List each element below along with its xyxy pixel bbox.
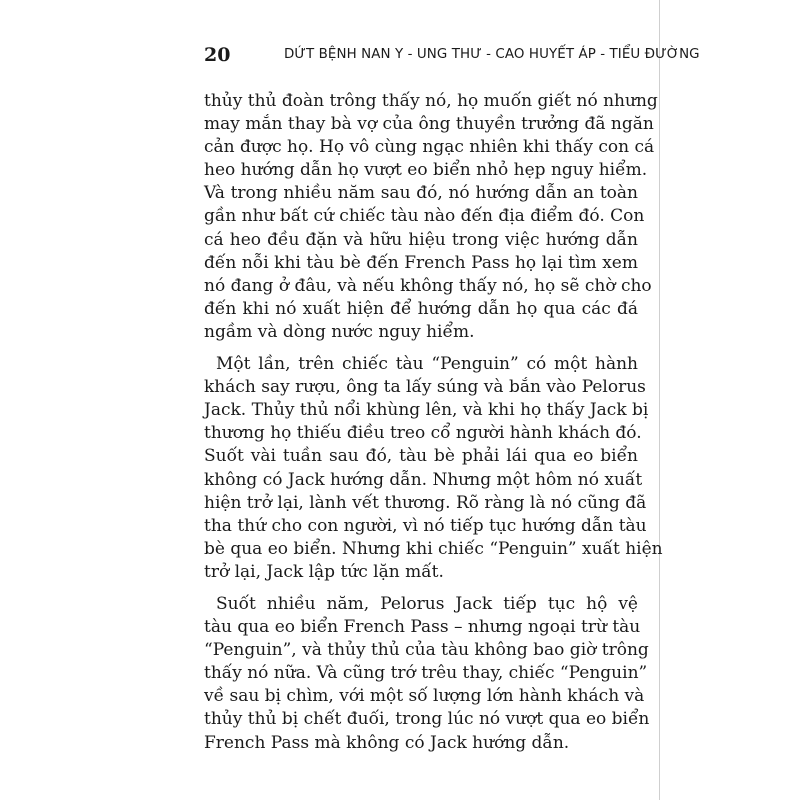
page-header (204, 44, 700, 74)
text-line: thủy thủ đoàn trông thấy nó, họ muốn giết nó nhưng (204, 91, 658, 111)
text-line: thấy nó nữa. Và cũng trớ trêu thay, chiếc “Penguin” (204, 663, 648, 684)
text-line: may mắn thay bà vợ của ông thuyền trưởng đã ngăn (204, 114, 654, 135)
text-line: cản được họ. Họ vô cùng ngạc nhiên khi thấy con cá (204, 137, 655, 158)
running-title: DỨT BỆNH NAN Y - UNG THƯ - CAO HUYẾT ÁP - TIỂU ĐƯỜNG (284, 47, 700, 62)
text-line: cá heo đều đặn và hữu hiệu trong việc hướng dẫn (204, 229, 638, 250)
text-line: Suốt vài tuần sau đó, tàu bè phải lái qua eo biển (204, 446, 638, 467)
text-line: nó đang ở đâu, và nếu không thấy nó, họ sẽ chờ cho (204, 275, 652, 296)
text-line: đến nỗi khi tàu bè đến French Pass họ lại tìm xem (204, 252, 638, 273)
text-line: tàu qua eo biển French Pass – nhưng ngoại trừ tàu (204, 617, 641, 638)
text-line: bè qua eo biển. Nhưng khi chiếc “Penguin” xuất hiện (204, 538, 663, 559)
text-line: thương họ thiếu điều treo cổ người hành khách đó. (204, 423, 642, 444)
paragraph-3 (204, 593, 650, 755)
text-line: không có Jack hướng dẫn. Nhưng một hôm nó xuất (204, 469, 643, 490)
body-text (204, 90, 663, 755)
page-number: 20 (204, 44, 231, 66)
text-line: Suốt nhiều năm, Pelorus Jack tiếp tục hộ vệ (216, 593, 638, 614)
text-line: French Pass mà không có Jack hướng dẫn. (204, 732, 570, 753)
text-line: gần như bất cứ chiếc tàu nào đến địa điểm đó. Con (204, 206, 645, 227)
text-line: Và trong nhiều năm sau đó, nó hướng dẫn an toàn (204, 183, 638, 204)
text-line: khách say rượu, ông ta lấy súng và bắn vào Pelorus (204, 377, 646, 398)
text-line: Jack. Thủy thủ nổi khùng lên, và khi họ thấy Jack bị (204, 400, 649, 421)
text-line: trở lại, Jack lập tức lặn mất. (204, 561, 444, 582)
text-line: ngầm và dòng nước nguy hiểm. (204, 321, 475, 342)
text-line: heo hướng dẫn họ vượt eo biển nhỏ hẹp nguy hiểm. (204, 160, 648, 181)
text-line: về sau bị chìm, với một số lượng lớn hành khách và (204, 686, 645, 707)
paragraph-1 (204, 90, 658, 344)
text-line: thủy thủ bị chết đuối, trong lúc nó vượt qua eo biển (204, 709, 650, 730)
text-line: Một lần, trên chiếc tàu “Penguin” có một hành (216, 354, 638, 375)
text-line: tha thứ cho con người, vì nó tiếp tục hướng dẫn tàu (204, 515, 647, 536)
text-line: hiện trở lại, lành vết thương. Rõ ràng là nó cũng đã (204, 492, 647, 513)
text-line: đến khi nó xuất hiện để hướng dẫn họ qua các đá (204, 298, 638, 319)
text-line: “Penguin”, và thủy thủ của tàu không bao giờ trông (204, 640, 649, 661)
paragraph-2 (204, 353, 663, 584)
